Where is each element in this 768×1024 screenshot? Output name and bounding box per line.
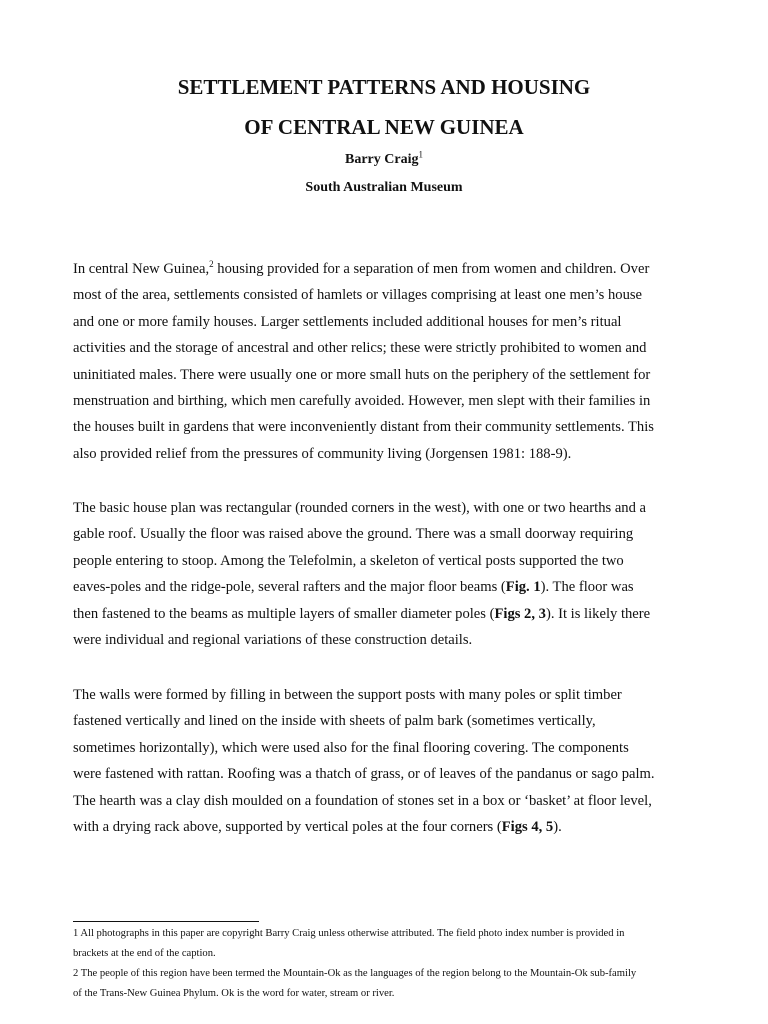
paragraph-line: were fastened with rattan. Roofing was a thatch of grass, or of leaves of the pandanus or sago palm. [73,766,655,783]
paragraph-line: the houses built in gardens that were inconveniently distant from their community settlements. This [73,419,654,436]
paragraph-line: activities and the storage of ancestral and other relics; these were strictly prohibited to women and [73,340,647,357]
paragraph-line: were individual and regional variations of these construction details. [73,632,473,649]
paragraph-line: then fastened to the beams as multiple layers of smaller diameter poles (Figs 2, 3). It is likely there [73,605,651,622]
footnote-line: 2 The people of this region have been termed the Mountain-Ok as the languages of the region belong to the Mountain-Ok sub-family [73,968,637,979]
paragraph-line: most of the area, settlements consisted of hamlets or villages comprising at least one men’s house [73,287,643,304]
paragraph-line: In central New Guinea,$^2$ housing provided for a separation of men from women and children. Over [73,259,650,277]
footnote-separator [73,921,259,922]
title-line-1: SETTLEMENT PATTERNS AND HOUSING [177,75,591,99]
paragraph-line: eaves-poles and the ridge-pole, several rafters and the major floor beams (Fig. 1). The floor was [73,579,634,596]
paragraph-line: people entering to stoop. Among the Telefolmin, a skeleton of vertical posts supported the two [73,552,624,569]
footnotes [73,924,713,1004]
paragraph-line: menstruation and birthing, which men carefully avoided. However, men slept with their families in [73,393,651,410]
figure-reference: Figs 4, 5 [501,819,554,836]
figure-reference: Fig. 1 [505,579,541,596]
title-line-2: OF CENTRAL NEW GUINEA [244,115,524,139]
paragraph-line: The hearth was a clay dish moulded on a foundation of stones set in a box or ‘basket’ at floor level, [73,792,652,809]
paragraph-line: The walls were formed by filling in between the support posts with many poles or split timber [73,687,622,703]
author-name: Barry Craig [345,152,419,167]
paragraph-1 [73,256,695,467]
figure-reference: Figs 2, 3 [494,605,546,622]
paragraph-line: with a drying rack above, supported by vertical poles at the four corners (Figs 4, 5). [73,819,562,836]
footnote-line: brackets at the end of the caption. [73,948,216,959]
paragraph-3 [73,682,695,840]
paragraph-2 [73,495,695,653]
paragraph-line: fastened vertically and lined on the inside with sheets of palm bark (sometimes vertically, [73,713,596,730]
author-footnote-marker[interactable]: 1 [418,149,423,160]
footnote-line: 1 All photographs in this paper are copyright Barry Craig unless otherwise attributed. The field photo index number is provided in [73,928,625,939]
footnote-line: of the Trans-New Guinea Phylum. Ok is the word for water, stream or river. [73,988,395,999]
paragraph-line: sometimes horizontally), which were used also for the final flooring covering. The components [73,739,629,756]
paragraph-line: also provided relief from the pressures of community living (Jorgensen 1981: 188-9). [73,445,572,462]
paragraph-line: gable roof. Usually the floor was raised above the ground. There was a small doorway requiring [73,526,634,543]
paragraph-line: and one or more family houses. Larger settlements included additional houses for men’s ritual [73,313,622,330]
author-affiliation: South Australian Museum [305,180,463,195]
footnote-marker[interactable]: 2 [209,259,214,270]
author-line [0,151,768,169]
paragraph-line: uninitiated males. There were usually one or more small huts on the periphery of the settlement for [73,366,651,383]
paragraph-line: The basic house plan was rectangular (rounded corners in the west), with one or two hearths and a [73,500,647,516]
